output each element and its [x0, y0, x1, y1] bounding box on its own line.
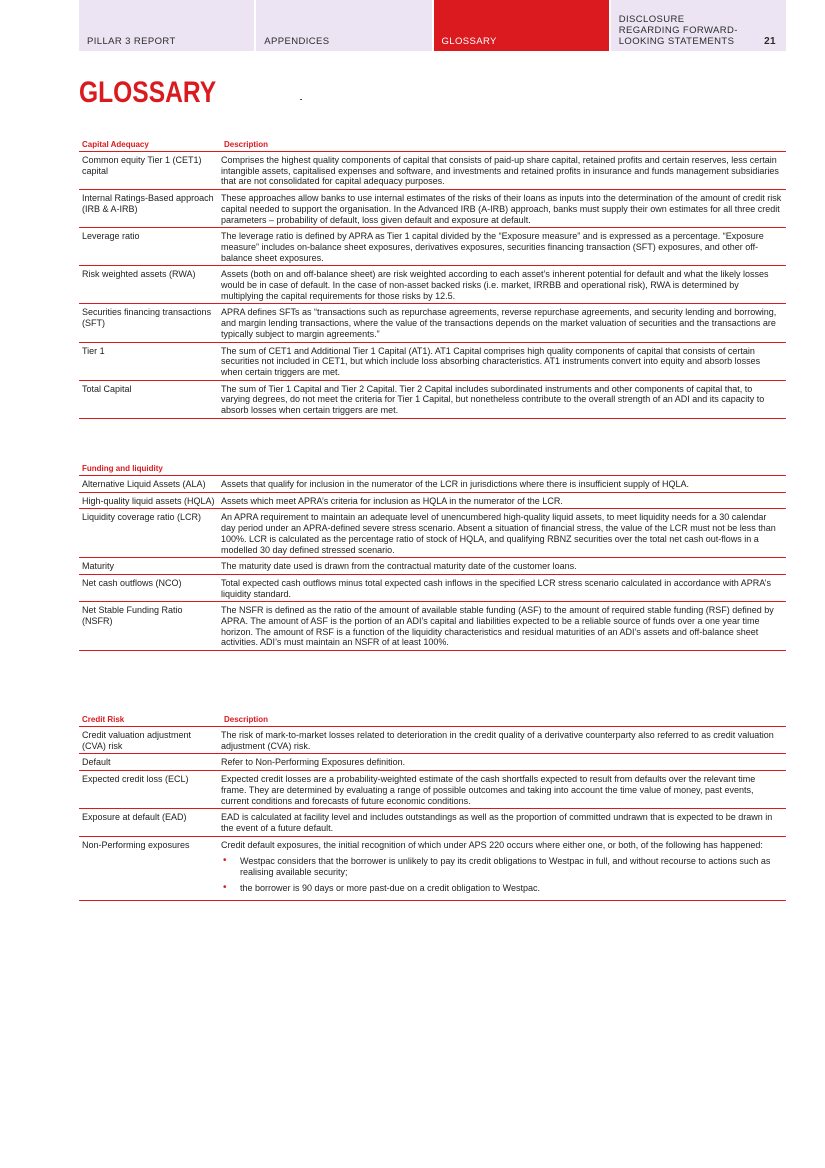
glossary-row: [79, 509, 786, 558]
description-text: EAD is calculated at facility level and includes outstandings as well as the proportion of committed undrawn that is expected to be drawn in the event of a future default.: [221, 812, 773, 833]
description-text: Expected credit losses are a probability-weighted estimate of the cash shortfalls expected to result from defaults over the relevant time frame. They are determined by evaluating a range of possible outcomes and taking into account the time value of money, past events, current conditions and forecasts of future economic conditions.: [221, 774, 756, 806]
glossary-row: [79, 266, 786, 304]
glossary-description: [221, 578, 786, 599]
glossary-description: [221, 561, 786, 572]
section-capital-adequacy: [79, 137, 786, 419]
glossary-term: Internal Ratings-Based approach (IRB & A-IRB): [82, 193, 214, 214]
glossary-term: Alternative Liquid Assets (ALA): [82, 479, 206, 489]
page-number: 21: [764, 36, 776, 47]
description-text: The maturity date used is drawn from the contractual maturity date of the customer loans.: [221, 561, 577, 572]
glossary-term: Default: [82, 757, 111, 768]
bullet-icon: •: [223, 881, 227, 893]
glossary-description: [221, 757, 786, 768]
glossary-description: [221, 155, 786, 187]
glossary-row: [79, 152, 786, 190]
glossary-description: [221, 479, 786, 490]
tab-pillar-3-report[interactable]: [79, 0, 254, 51]
description-heading: Description: [224, 714, 269, 724]
description-text: The sum of CET1 and Additional Tier 1 Capital (AT1). AT1 Capital comprises high quality components of capital that consists of certain securities not included in CET1, but which include loss absorbing characteristics. AT1 instruments convert into equity and absorb losses when certain triggers are met.: [221, 345, 761, 377]
glossary-row: [79, 837, 786, 902]
glossary-term: Common equity Tier 1 (CET1) capital: [82, 155, 202, 176]
description-text: The risk of mark-to-market losses related to deterioration in the credit quality of a derivative counterparty also referred to as credit valuation adjustment (CVA) risk.: [221, 730, 774, 751]
glossary-description: [221, 384, 786, 416]
description-text: The leverage ratio is defined by APRA as Tier 1 capital divided by the “Exposure measure” and is expressed as a percentage. “Exposure measure” includes on-balance sheet exposures, derivatives exposures, securities financing transaction (SFT) exposures, and other off-balance sheet exposures.: [221, 231, 764, 263]
glossary-row: [79, 771, 786, 809]
description-text: An APRA requirement to maintain an adequate level of unencumbered high-quality liquid assets, to meet liquidity needs for a 30 calendar day period under an APRA-defined severe stress scenario. Absent a situation of financial stress, the value of the LCR must not be less than 100%. LCR is calculated as the percentage ratio of stock of HQLA, and qualifying RBNZ securities over the total net cash out-flows in a modelled 30 day defined stressed scenario.: [221, 512, 776, 555]
section-heading: Funding and liquidity: [82, 463, 163, 473]
description-text: APRA defines SFTs as “transactions such as repurchase agreements, reverse repurchase agreements, and security lending and borrowing, and margin lending transactions, where the value of the transactions depends on the market valuation of securities and the transactions are typically subject to margin agreements.”: [221, 307, 777, 339]
glossary-row: [79, 304, 786, 342]
glossary-description: [221, 730, 786, 751]
section-funding-liquidity: [79, 461, 786, 651]
bullet-item: [221, 883, 782, 894]
glossary-row: [79, 754, 786, 771]
page-title: GLOSSARY: [79, 76, 217, 109]
glossary-description: [221, 496, 786, 507]
glossary-description: [221, 812, 786, 833]
glossary-term: Non-Performing exposures: [82, 839, 190, 850]
glossary-row: [79, 602, 786, 651]
glossary-description: [221, 605, 786, 648]
glossary-row: [79, 493, 786, 510]
description-text: Assets that qualify for inclusion in the numerator of the LCR in jurisdictions where there is insufficient supply of HQLA.: [221, 479, 690, 489]
glossary-row: [79, 228, 786, 266]
section-credit-risk: [79, 712, 786, 901]
description-heading: Description: [224, 139, 269, 149]
glossary-term: Total Capital: [82, 383, 132, 394]
glossary-row: [79, 809, 786, 836]
glossary-row: [79, 190, 786, 228]
glossary-term: Net Stable Funding Ratio (NSFR): [82, 605, 183, 627]
description-text: Credit default exposures, the initial recognition of which under APS 220 occurs where either one, or both, of the following has happened:: [221, 839, 763, 850]
bullet-text: Westpac considers that the borrower is unlikely to pay its credit obligations to Westpac in full, and without recourse to actions such as realising available security;: [240, 856, 771, 878]
tab-label: PILLAR 3 REPORT: [87, 36, 176, 47]
glossary-term: Liquidity coverage ratio (LCR): [82, 512, 202, 523]
glossary-term: Exposure at default (EAD): [82, 812, 187, 823]
bullet-text: the borrower is 90 days or more past-due on a credit obligation to Westpac.: [240, 882, 540, 893]
glossary-term: Net cash outflows (NCO): [82, 577, 182, 588]
section-heading: Credit Risk: [82, 714, 125, 724]
bullet-list: [221, 856, 782, 893]
glossary-row: [79, 575, 786, 602]
section-header: [79, 461, 786, 476]
tab-label: [619, 14, 738, 47]
glossary-term: Risk weighted assets (RWA): [82, 269, 196, 280]
glossary-description: [221, 512, 786, 555]
glossary-term: Maturity: [82, 561, 115, 572]
bullet-icon: •: [223, 855, 227, 867]
tab-label: GLOSSARY: [441, 36, 497, 47]
bullet-item: [221, 856, 782, 877]
description-text: The sum of Tier 1 Capital and Tier 2 Capital. Tier 2 Capital includes subordinated instruments and other components of capital that, to varying degrees, do not meet the criteria for Tier 1 Capital, but nonetheless contribute to the overall strength of an ADI and its capacity to absorb losses when certain triggers are met.: [221, 383, 765, 416]
description-text: Refer to Non-Performing Exposures definition.: [221, 757, 406, 768]
glossary-term: Leverage ratio: [82, 231, 140, 242]
glossary-row: [79, 727, 786, 754]
glossary-description: [221, 346, 786, 378]
glossary-term: High-quality liquid assets (HQLA): [82, 495, 215, 506]
glossary-description: [221, 231, 786, 263]
description-text: Assets (both on and off-balance sheet) are risk weighted according to each asset’s inherent potential for default and what the likely losses would be in case of default. In the case of non-asset backed risks (i.e. market, IRRBB and operational risk), RWA is determined by multiplying the capital requirements for those risks by 12.5.: [221, 269, 769, 301]
description-text: Assets which meet APRA’s criteria for inclusion as HQLA in the numerator of the LCR.: [221, 495, 563, 506]
glossary-description: [221, 774, 786, 806]
description-text: Total expected cash outflows minus total expected cash inflows in the specified LCR stress scenario calculated in accordance with APRA’s liquidity standard.: [221, 577, 771, 599]
section-header: [79, 137, 786, 152]
decorative-dot: [300, 99, 302, 100]
tab-label-line: REGARDING FORWARD-: [618, 25, 738, 36]
tab-label-line: LOOKING STATEMENTS: [618, 36, 735, 47]
glossary-row: [79, 476, 786, 493]
glossary-description: [221, 193, 786, 225]
glossary-row: [79, 343, 786, 381]
section-header: [79, 712, 786, 727]
glossary-term: Securities financing transactions (SFT): [82, 307, 212, 329]
glossary-row: [79, 381, 786, 419]
section-heading: Capital Adequacy: [82, 139, 149, 149]
tab-label-line: DISCLOSURE: [618, 14, 685, 25]
tab-glossary[interactable]: [434, 0, 609, 51]
description-text: These approaches allow banks to use internal estimates of the risks of their loans as inputs into the determination of the amount of credit risk capital needed to support the organisation. In the Advanced IRB (A-IRB) approach, banks must supply their own estimates for all three credit parameters – probability of default, loss given default and exposure at default.: [221, 193, 782, 225]
description-text: Comprises the highest quality components of capital that consists of paid-up share capital, retained profits and certain reserves, less certain intangible assets, capitalised expenses and software, and investments and retained profits in insurance and funds management subsidiaries that are not consolidated for capital adequacy purposes.: [221, 155, 779, 187]
description-text: The NSFR is defined as the ratio of the amount of available stable funding (ASF) to the amount of required stable funding (RSF) defined by APRA. The amount of ASF is the portion of an ADI’s capital and liabilities expected to be a reliable source of funds over a one year time horizon. The amount of RSF is a function of the liquidity characteristics and residual maturities of an ADI’s assets and off-balance sheet activities. ADI’s must maintain an NSFR of at least 100%.: [221, 605, 774, 648]
glossary-term: Tier 1: [82, 345, 105, 356]
glossary-term: Expected credit loss (ECL): [82, 774, 189, 785]
tab-disclosure[interactable]: [611, 0, 786, 51]
tab-label: APPENDICES: [264, 36, 330, 47]
glossary-row: [79, 558, 786, 575]
glossary-description: [221, 269, 786, 301]
glossary-description: [221, 307, 786, 339]
tab-appendices[interactable]: [256, 0, 431, 51]
glossary-description: [221, 840, 786, 899]
top-navigation: [79, 0, 786, 51]
glossary-term: Credit valuation adjustment (CVA) risk: [82, 730, 192, 751]
